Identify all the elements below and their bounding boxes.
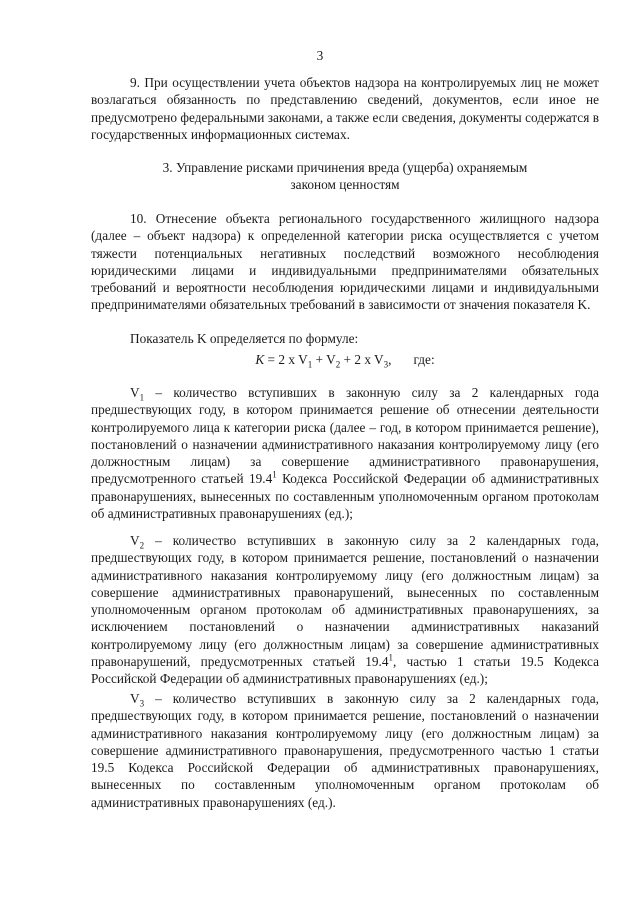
definition-v1: [91, 384, 599, 522]
section-title-line-2: законом ценностям: [290, 177, 400, 193]
v1-text-a: – количество вступивших в законную силу за 2 календарных года предшествующих году, в котором принимается решение об отнесении деятельности контролируемого лица к категории риска (далее – год, в котором принимается решение), постановлений о назначении административного наказания контролируемому лицу (его должностным лицам) за совершение административного правонарушения, предусмотренного статьей 19.4: [91, 385, 599, 487]
v2-text-a: – количество вступивших в законную силу за 2 календарных года, предшествующих году, в котором принимается решение, постановлений о назначении административного наказания контролируемому лицу (его должностным лицам) за совершение административных правонарушений, вынесенных по составленным уполномоченным органом протоколам об административных правонарушениях, за исключением постановлений о назначении административных наказаний контролируемому лицу (его должностным лицам) за совершение административных правонарушений, предусмотренных статьей 19.4: [91, 533, 599, 670]
formula-intro: [91, 330, 599, 347]
paragraph-10: [91, 210, 599, 314]
formula-intro-text: Показатель K определяется по формуле:: [130, 331, 359, 346]
definition-v2-text: [91, 532, 599, 688]
formula-sub-1: 1: [307, 359, 313, 370]
formula-part-2: + V: [312, 352, 336, 367]
v2-superscript: 1: [388, 652, 394, 663]
formula-where: где:: [413, 352, 435, 367]
formula-k: K: [255, 352, 265, 367]
v1-text-b: Кодекса Российской Федерации об административных правонарушениях, вынесенных по составленным уполномоченным органом протоколам об административных правонарушениях (ед.);: [91, 471, 599, 522]
formula: [91, 351, 599, 368]
formula-sub-2: 2: [335, 359, 341, 370]
definition-v3: [91, 690, 599, 811]
paragraph-9-text: 9. При осуществлении учета объектов надзора на контролируемых лиц не может возлагаться обязанность по представлению сведений, документов, если иное не предусмотрено федеральными законами, а также если сведения, документы содержатся в государственных информационных системах.: [91, 75, 599, 142]
paragraph-9: [91, 74, 599, 143]
v1-subscript: 1: [139, 392, 145, 403]
v1-superscript: 1: [272, 470, 277, 481]
formula-line: [91, 351, 599, 368]
formula-comma: ,: [388, 352, 392, 367]
v3-symbol: V: [130, 691, 140, 706]
definition-v1-text: [91, 384, 599, 522]
v2-text-b: , частью 1 статьи 19.5 Кодекса Российской Федерации об административных правонарушениях (ед.);: [91, 654, 599, 687]
paragraph-10-text: 10. Отнесение объекта регионального государственного жилищного надзора (далее – объект надзора) к определенной категории риска осуществляется с учетом тяжести потенциальных негативных последствий возможного несоблюдения юридическими лицами и индивидуальными предпринимателями обязательных требований и вероятности несоблюдения юридическими лицами и индивидуальными предпринимателями обязательных требований в зависимости от значения показателя K.: [91, 211, 599, 313]
v3-text-a: – количество вступивших в законную силу за 2 календарных года, предшествующих году, в котором принимается решение, постановлений о назначении административного наказания контролируемому лицу (его должностным лицам) за совершение административного правонарушения, предусмотренного частью 1 статьи 19.5 Кодекса Российской Федерации об административных правонарушениях, вынесенных по составленным уполномоченным органом протоколам об административных правонарушениях (ед.).: [91, 691, 599, 810]
definition-v3-text: [91, 690, 599, 811]
formula-sub-3: 3: [383, 359, 389, 370]
section-title: [91, 159, 599, 194]
formula-part-3: + 2 x V: [340, 352, 384, 367]
definition-v2: [91, 532, 599, 688]
v2-subscript: 2: [139, 540, 145, 551]
page-number: 3: [316, 48, 324, 63]
v1-symbol: V: [130, 385, 140, 400]
section-title-line-1: 3. Управление рисками причинения вреда (ущерба) охраняемым: [162, 160, 528, 175]
v2-symbol: V: [130, 533, 140, 548]
v3-subscript: 3: [139, 698, 145, 709]
formula-part-1: = 2 x V: [264, 352, 308, 367]
